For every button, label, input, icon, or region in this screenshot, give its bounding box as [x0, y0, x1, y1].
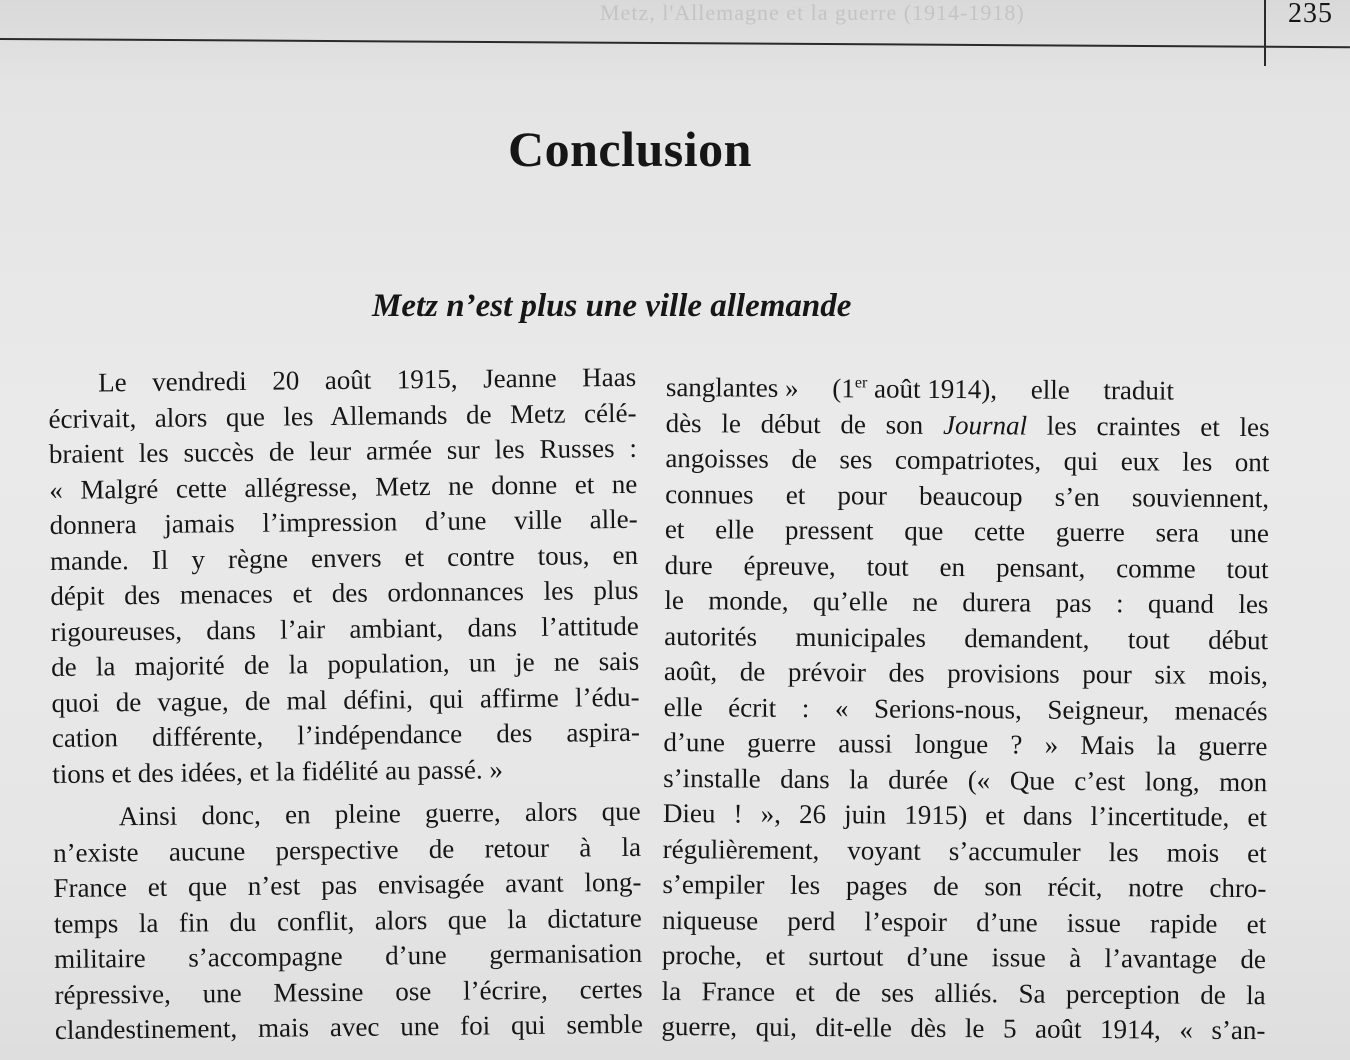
journal-title: Journal	[942, 409, 1028, 441]
text-fragment: (1	[832, 373, 855, 404]
text-line: de la majorité de la population, un je ne sais	[50, 645, 640, 682]
text-fragment: sanglantes »	[665, 371, 799, 403]
text-line: s’empiler les pages de son récit, notre chro-	[662, 868, 1267, 904]
text-line: connues et pour beaucoup s’en souviennent,	[665, 478, 1270, 513]
text-line: niqueuse perd l’espoir d’une issue rapide et	[662, 904, 1267, 939]
text-line: autorités municipales demandent, tout début	[664, 620, 1269, 655]
text-line: donnera jamais l’impression d’une ville alle-	[49, 503, 638, 540]
text-line	[666, 370, 1270, 410]
text-line: la France et de ses alliés. Sa perception de la	[661, 975, 1266, 1010]
text-line	[666, 405, 1270, 445]
text-line: dépit des menaces et des ordonnances les plus	[50, 574, 639, 611]
text-line: d’une guerre aussi longue ? » Mais la guerre	[663, 726, 1268, 762]
text-line: août, de prévoir des provisions pour six mois,	[663, 655, 1268, 691]
text-line: et elle pressent que cette guerre sera une	[664, 513, 1269, 549]
text-line: rigoureuses, dans l’air ambiant, dans l’attitude	[50, 610, 639, 647]
text-line: s’installe dans la durée (« Que c’est long, mon	[663, 762, 1268, 797]
section-title: Metz n’est plus une ville allemande	[372, 288, 852, 324]
text-line: Dieu ! », 26 juin 1915) et dans l’incertitude, et	[662, 797, 1267, 833]
text-line: braient les succès de leur armée sur les Russes :	[48, 432, 638, 469]
text-line: le monde, qu’elle ne durera pas : quand les	[664, 584, 1269, 620]
running-head: Metz, l'Allemagne et la guerre (1914-1918)	[600, 0, 1025, 25]
text-line: Ainsi donc, en pleine guerre, alors que	[118, 795, 641, 832]
text-line: régulièrement, voyant s’accumuler les mois et	[662, 833, 1267, 868]
text-line: cation différente, l’indépendance des aspira-	[51, 716, 641, 753]
page-number-divider	[1264, 0, 1266, 66]
text-line: « Malgré cette allégresse, Metz ne donne et ne	[49, 468, 638, 505]
text-line: angoisses de ses compatriotes, qui eux les ont	[665, 442, 1270, 478]
header-rule	[0, 38, 1350, 48]
text-line: Le vendredi 20 août 1915, Jeanne Haas	[98, 361, 637, 398]
page-number: 235	[1288, 0, 1333, 29]
text-line: dure épreuve, tout en pensant, comme tout	[664, 549, 1269, 584]
right-column	[661, 370, 1270, 1049]
text-line: clandestinement, mais avec une foi qui semble	[54, 1008, 644, 1045]
text-line: écrivait, alors que les Allemands de Metz célé-	[48, 397, 637, 434]
text-line: quoi de vague, de mal défini, qui affirme l’édu-	[51, 681, 640, 718]
text-line: tions et des idées, et la fidélité au passé. »	[52, 753, 504, 789]
text-fragment: les craintes et les	[1026, 410, 1270, 442]
text-line: elle écrit : « Serions-nous, Seigneur, menacés	[663, 691, 1268, 726]
text-fragment: dès le début de son	[665, 407, 944, 440]
text-line: France et que n’est pas envisagée avant long-	[53, 866, 642, 903]
text-line: militaire s’accompagne d’une germanisation	[54, 937, 643, 974]
text-line: guerre, qui, dit-elle dès le 5 août 1914, « s’an-	[661, 1010, 1266, 1046]
chapter-title: Conclusion	[508, 121, 752, 177]
text-fragment: août 1914), elle traduit	[867, 373, 1175, 406]
text-line: répressive, une Messine ose l’écrire, certes	[54, 973, 643, 1010]
left-column	[48, 360, 643, 1049]
text-line: n’existe aucune perspective de retour à la	[52, 831, 642, 868]
superscript: er	[854, 374, 868, 392]
text-line: proche, et surtout d’une issue à l’avantage de	[661, 939, 1267, 975]
text-line: mande. Il y règne envers et contre tous, en	[49, 539, 639, 576]
text-line: temps la fin du conflit, alors que la dictature	[53, 902, 642, 939]
